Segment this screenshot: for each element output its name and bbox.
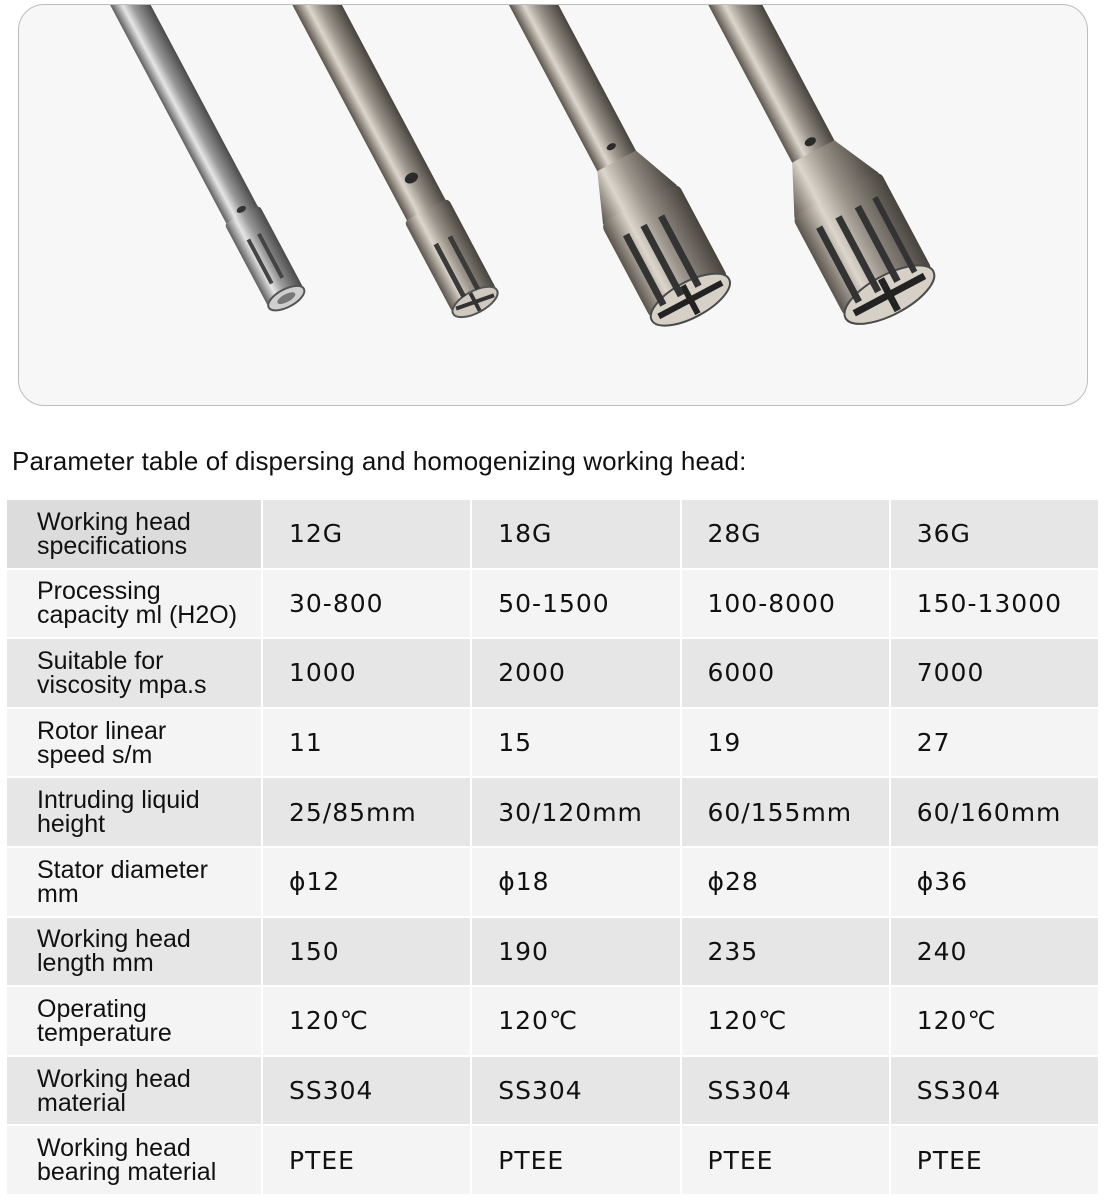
cell-18g: 2000 bbox=[471, 638, 680, 708]
cell-28g: 60/155mm bbox=[681, 777, 890, 847]
cell-12g: 120℃ bbox=[262, 986, 471, 1056]
cell-28g: ϕ28 bbox=[681, 847, 890, 917]
cell-18g: ϕ18 bbox=[471, 847, 680, 917]
cell-36g: PTEE bbox=[890, 1125, 1099, 1195]
table-row bbox=[6, 986, 1099, 1056]
cell-28g: 19 bbox=[681, 708, 890, 778]
row-label: Processing capacity ml (H2O) bbox=[6, 569, 262, 639]
table-row bbox=[6, 847, 1099, 917]
cell-12g: 1000 bbox=[262, 638, 471, 708]
cell-18g: 30/120mm bbox=[471, 777, 680, 847]
table-row bbox=[6, 569, 1099, 639]
cell-12g: 12G bbox=[262, 499, 471, 569]
table-row bbox=[6, 1056, 1099, 1126]
cell-36g: 60/160mm bbox=[890, 777, 1099, 847]
row-label: Rotor linear speed s/m bbox=[6, 708, 262, 778]
cell-12g: PTEE bbox=[262, 1125, 471, 1195]
cell-28g: 100-8000 bbox=[681, 569, 890, 639]
cell-18g: 120℃ bbox=[471, 986, 680, 1056]
row-label: Working head bearing material bbox=[6, 1125, 262, 1195]
cell-12g: SS304 bbox=[262, 1056, 471, 1126]
table-row bbox=[6, 917, 1099, 987]
cell-12g: 25/85mm bbox=[262, 777, 471, 847]
table-heading: Parameter table of dispersing and homogenizing working head: bbox=[12, 446, 747, 476]
cell-28g: 120℃ bbox=[681, 986, 890, 1056]
cell-18g: 50-1500 bbox=[471, 569, 680, 639]
row-label: Working head length mm bbox=[6, 917, 262, 987]
cell-18g: 18G bbox=[471, 499, 680, 569]
table-row bbox=[6, 638, 1099, 708]
row-label: Working head material bbox=[6, 1056, 262, 1126]
cell-18g: 190 bbox=[471, 917, 680, 987]
row-label: Working head specifications bbox=[6, 499, 262, 569]
shaft-12g bbox=[108, 5, 309, 315]
shaft-28g bbox=[484, 5, 737, 336]
cell-18g: SS304 bbox=[471, 1056, 680, 1126]
row-label: Operating temperature bbox=[6, 986, 262, 1056]
table-row bbox=[6, 777, 1099, 847]
table-row bbox=[6, 708, 1099, 778]
shaft-18g bbox=[287, 5, 502, 323]
row-label: Stator diameter mm bbox=[6, 847, 262, 917]
cell-12g: 30-800 bbox=[262, 569, 471, 639]
working-heads-illustration bbox=[19, 5, 1087, 405]
cell-28g: 6000 bbox=[681, 638, 890, 708]
cell-36g: ϕ36 bbox=[890, 847, 1099, 917]
row-label: Suitable for viscosity mpa.s bbox=[6, 638, 262, 708]
row-label: Intruding liquid height bbox=[6, 777, 262, 847]
cell-28g: PTEE bbox=[681, 1125, 890, 1195]
cell-18g: 15 bbox=[471, 708, 680, 778]
product-photo-panel bbox=[18, 4, 1088, 406]
cell-36g: 240 bbox=[890, 917, 1099, 987]
cell-36g: 27 bbox=[890, 708, 1099, 778]
cell-12g: 150 bbox=[262, 917, 471, 987]
table-row bbox=[6, 1125, 1099, 1195]
cell-28g: 235 bbox=[681, 917, 890, 987]
cell-36g: SS304 bbox=[890, 1056, 1099, 1126]
table-row bbox=[6, 499, 1099, 569]
cell-28g: SS304 bbox=[681, 1056, 890, 1126]
parameter-table bbox=[5, 498, 1100, 1196]
cell-12g: ϕ12 bbox=[262, 847, 471, 917]
cell-12g: 11 bbox=[262, 708, 471, 778]
cell-36g: 36G bbox=[890, 499, 1099, 569]
cell-28g: 28G bbox=[681, 499, 890, 569]
cell-36g: 7000 bbox=[890, 638, 1099, 708]
cell-36g: 150-13000 bbox=[890, 569, 1099, 639]
cell-36g: 120℃ bbox=[890, 986, 1099, 1056]
cell-18g: PTEE bbox=[471, 1125, 680, 1195]
